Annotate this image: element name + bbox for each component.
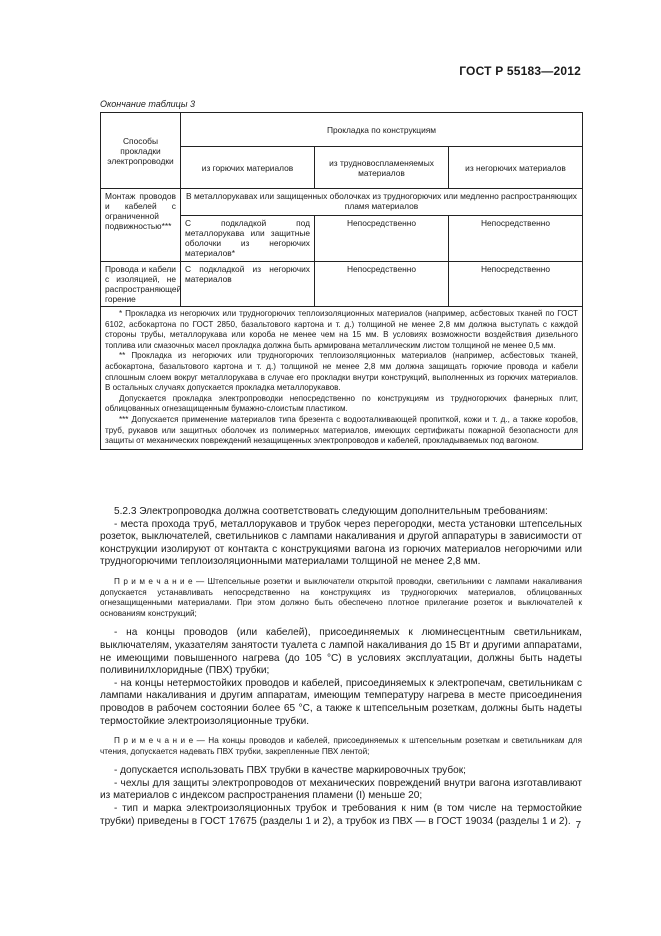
wiring-table <box>100 112 583 450</box>
header-noncombustible: из негорючих материалов <box>449 147 583 189</box>
note-sockets: П р и м е ч а н и е — Штепсельные розетки и выключатели открытой проводки, светильники с лампами накаливания допускается устанавливать непосредственно на конструкциях из трудногорючих материалов, облицованных огнезащищенными материалами. При этом должно быть обеспечено плотное прилегание розеток и выключателей к основаниям конструкций; <box>100 576 582 618</box>
requirement-pipe-passages: - места прохода труб, металлорукавов и трубок через перегородки, места установки штепсельных розеток, выключателей, светильников с лампами накаливания и другой аппаратуры в зависимости от конструкции изолируют от контакта с конструкциями вагона из горючих материалов негорючими или трудногорючими теплоизоляционными материалами толщиной не менее 2,8 мм. <box>100 518 582 568</box>
cell-row2-combustible: С подкладкой из негорючих материалов <box>181 262 315 307</box>
section-5-2-3 <box>100 506 582 828</box>
footnote-2: ** Прокладка из негорючих или трудногорючих теплоизоляционных материалов (например, асбестовых тканей, асбокартона, базальтового картона и т. д.) толщиной не менее 2,8 мм должна защищать горючие провода и кабели сплошным слоем вокруг металлорукава в случае его прокладки внутри конструкций, выполненных из горючих материалов. В остальных случаях допускается прокладка металлорукавов. <box>105 351 578 393</box>
header-hardly-flammable: из трудновоспламеняемых материалов <box>315 147 449 189</box>
cell-row1-noncombustible: Непосредственно <box>449 216 583 262</box>
footnote-2-addendum: Допускается прокладка электропроводки непосредственно по конструкциям из трудногорючих фанерных плит, облицованных огнезащищенным бумажно-слоистым пластиком. <box>105 393 578 414</box>
requirement-heat-resistant-tubes: - на концы нетермостойких проводов и кабелей, присоединяемых к электропечам, светильникам с лампами накаливания и другим аппаратам, имеющим температуру нагрева в месте присоединения проводов в рабочем состоянии более 65 °С, а также к штепсельным розеткам, должны быть надеты термостойкие электроизоляционные трубки. <box>100 677 582 727</box>
cell-row2-hardly-flammable: Непосредственно <box>315 262 449 307</box>
row-label-nonpropagating-wires: Провода и кабели с изоляцией, не распространяющей горение <box>101 262 181 307</box>
table-footnotes <box>101 307 583 450</box>
cell-row2-noncombustible: Непосредственно <box>449 262 583 307</box>
row-metal-sleeve-span: В металлорукавах или защищенных оболочках из трудногорючих или медленно распространяющих пламя материалов <box>181 189 583 216</box>
table-caption: Окончание таблицы 3 <box>100 99 195 109</box>
note-pvc-tape: П р и м е ч а н и е — На концы проводов и кабелей, присоединяемых к штепсельным розеткам и светильникам для чтения, допускается надевать ПВХ трубки, закрепленные ПВХ лентой; <box>100 736 582 756</box>
row-label-limited-mobility: Монтаж проводов и кабелей с ограниченной подвижностью*** <box>101 189 181 262</box>
footnote-1: * Прокладка из негорючих или трудногорючих теплоизоляционных материалов (например, асбестовых тканей по ГОСТ 6102, асбокартона по ГОСТ 2850, базальтового картона и т. д.) толщиной не менее 2,8 мм должна выступать с каждой стороны трубы, металлорукава или короба не менее чем на 15 мм. В условиях возможности воздействия дизельного топлива или смазочных масел прокладка должна быть армирована металлическим листом толщиной не менее 0,5 мм. <box>105 309 578 350</box>
header-combustible: из горючих материалов <box>181 147 315 189</box>
cell-row1-hardly-flammable: Непосредственно <box>315 216 449 262</box>
document-header: ГОСТ Р 55183—2012 <box>459 64 581 78</box>
page-number: 7 <box>575 820 581 831</box>
clause-5-2-3: 5.2.3 Электропроводка должна соответствовать следующим дополнительным требованиям: <box>114 506 548 517</box>
requirement-covers: - чехлы для защиты электропроводов от механических повреждений внутри вагона изготавливают из материалов с индексом распространения пламени (I) меньше 20; <box>100 777 582 802</box>
header-method: Способы прокладки электропроводки <box>101 113 181 189</box>
requirement-marking-tubes: - допускается использовать ПВХ трубки в качестве маркировочных трубок; <box>114 765 466 777</box>
requirement-pvc-tubes: - на концы проводов (или кабелей), присоединяемых к люминесцентным светильникам, выключателям, указателям занятости туалета с лампой накаливания до 15 Вт и другими аппаратами, не имеющими повышенного нагрева (до 105 °С) в условиях эксплуатации, должны быть надеты поливинилхлоридные (ПВХ) трубки; <box>100 627 582 677</box>
requirement-tube-standards: - тип и марка электроизоляционных трубок и требования к ним (в том числе на термостойкие трубки) приведены в ГОСТ 17675 (разделы 1 и 2), а трубок из ПВХ — в ГОСТ 19034 (разделы 1 и 2). <box>100 803 582 827</box>
header-group: Прокладка по конструкциям <box>181 113 583 147</box>
cell-row1-combustible: С подкладкой под металлорукава или защитные оболочки из негорючих материалов* <box>181 216 315 262</box>
footnote-3: *** Допускается применение материалов типа брезента с водооталкивающей пропиткой, кожи и т. д., а также коробов, труб, рукавов или защитных оболочек из полимерных материалов, имеющих сертификаты пожарной безопасности для защиты от механических повреждений незащищенных электропроводов и кабелей, прокладываемых под вагоном. <box>105 414 578 446</box>
